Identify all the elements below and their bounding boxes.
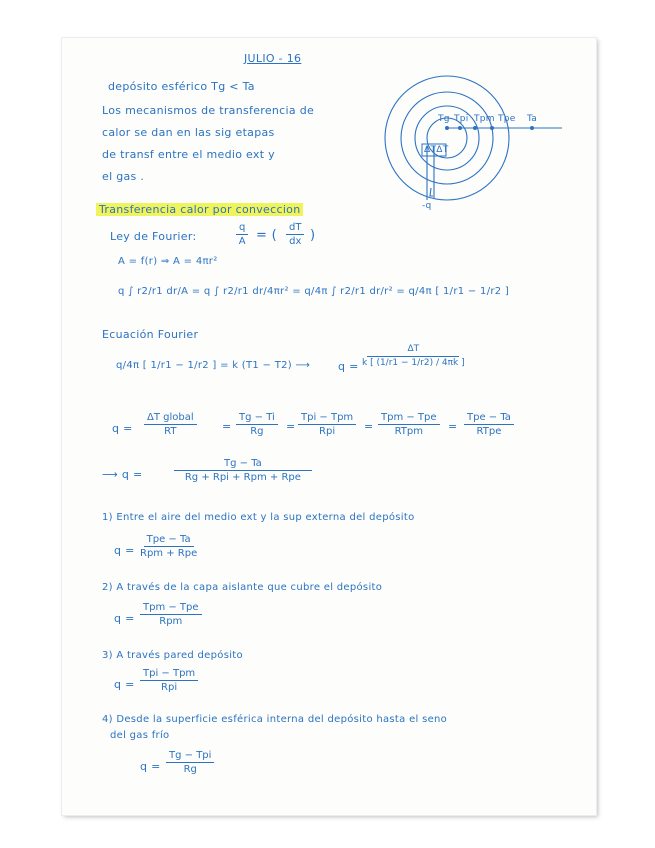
- section-heading-text: Transferencia calor por conveccion: [96, 203, 303, 216]
- chain-q-prefix: q =: [112, 422, 133, 435]
- step-1-q: q =: [114, 544, 135, 557]
- chain-term-3: Tpi − Tpm Rpi: [298, 412, 356, 437]
- fourier-fraction: $\frac{q}{A}$: [236, 222, 248, 247]
- label-box: ΔTΔT: [424, 145, 449, 155]
- page-date: JULIO - 16: [244, 52, 302, 65]
- label-q: -q: [422, 201, 432, 211]
- intro-line-1: depósito esférico Tg < Ta: [108, 80, 255, 93]
- fourier-equation-left: q/4π [ 1/r1 − 1/r2 ] = k (T1 − T2) ⟶: [116, 360, 311, 371]
- intro-line-2: Los mecanismos de transferencia de: [102, 104, 315, 117]
- area-line: A = f(r) ⇒ A = 4πr²: [118, 256, 218, 267]
- step-2-fraction: Tpm − Tpe Rpm: [140, 602, 202, 627]
- result-prefix: ⟶ q =: [102, 468, 143, 481]
- label-ta: Ta: [527, 114, 538, 124]
- step-4-fraction: Tg − Tpi Rg: [166, 750, 214, 775]
- intro-line-3: calor se dan en las sig etapas: [102, 126, 275, 139]
- step-4-text: 4) Desde la superficie esférica interna del depósito hasta el seno: [102, 714, 448, 725]
- chain-term-2: $\frac{Tg - Ti}{Rg}$: [236, 412, 278, 437]
- step-3-text: 3) A través pared depósito: [102, 650, 243, 661]
- notebook-page: [62, 38, 596, 815]
- step-3-fraction: Tpi − Tpm Rpi: [140, 668, 198, 693]
- fourier-equation-label: Ecuación Fourier: [102, 328, 199, 341]
- chain-eq-4: =: [448, 420, 458, 433]
- label-tpi: Tpi: [454, 114, 469, 124]
- step-4-q: q =: [140, 760, 161, 773]
- step-2-q: q =: [114, 612, 135, 625]
- chain-eq-3: =: [364, 420, 374, 433]
- intro-line-4: de transf entre el medio ext y: [102, 148, 275, 161]
- label-tpe: Tpe: [498, 114, 516, 124]
- fourier-label: Ley de Fourier:: [110, 230, 197, 243]
- fourier-q-eq: q =: [338, 360, 359, 373]
- chain-term-5: Tpe − Ta RTpe: [464, 412, 514, 437]
- concentric-sphere-diagram: [382, 66, 582, 216]
- integral-line: q ∫ r2/r1 dr/A = q ∫ r2/r1 dr/4πr² = q/4π ∫ r2/r1 dr/r² = q/4π [ 1/r1 − 1/r2 ]: [118, 286, 510, 297]
- intro-line-5: el gas .: [102, 170, 145, 183]
- label-tpm: Tpm: [474, 114, 495, 124]
- chain-eq-1: =: [222, 420, 232, 433]
- step-2-text: 2) A través de la capa aislante que cubre el depósito: [102, 582, 383, 593]
- step-1-fraction: Tpe − Ta Rpm + Rpe: [140, 534, 198, 559]
- chain-term-4: Tpm − Tpe RTpm: [378, 412, 440, 437]
- fourier-eq: = (: [256, 228, 277, 243]
- fourier-q-fraction: $\frac{\Delta T}{k [ (1/r1 - 1/r2) / 4\pi k ]}$: [362, 344, 465, 368]
- chain-term-1: ΔT global RT: [144, 412, 197, 437]
- step-1-text: 1) Entre el aire del medio ext y la sup externa del depósito: [102, 512, 415, 523]
- step-4-text-2: del gas frío: [110, 730, 170, 741]
- result-fraction: Tg − Ta Rg + Rpi + Rpm + Rpe: [174, 458, 312, 483]
- fourier-dt-fraction: $\frac{dT}{dx}$: [286, 222, 304, 247]
- fourier-close: ): [310, 228, 316, 243]
- section-heading: [96, 203, 303, 216]
- chain-eq-2: =: [286, 420, 296, 433]
- step-3-q: q =: [114, 678, 135, 691]
- label-tg: Tg: [438, 114, 450, 124]
